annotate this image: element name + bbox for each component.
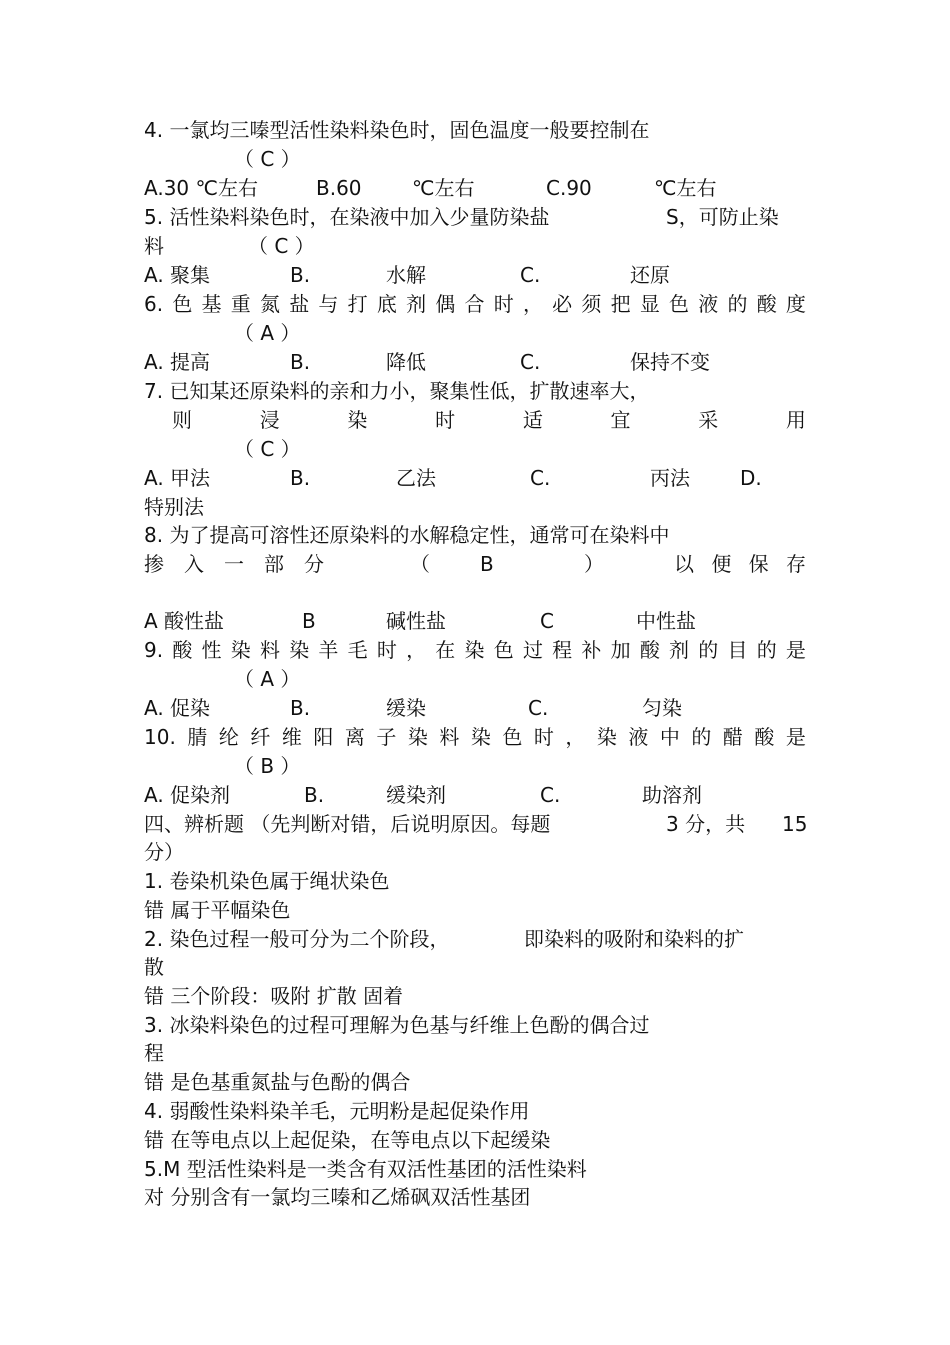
stem-char: 盐 <box>289 292 310 316</box>
stem-char: ， <box>522 292 543 316</box>
stem-char: 酸 <box>756 292 777 316</box>
stem-char: 与 <box>318 292 339 316</box>
q10-answer: （ B ） <box>234 754 301 778</box>
q6-answer: （ A ） <box>234 321 301 345</box>
section-heading: 四、辨析题 （先判断对错，后说明原因。每题 3 分，共 15 <box>144 812 808 836</box>
stem-char: 子 <box>376 725 397 749</box>
q4-option-a: A.30 ℃左右 <box>144 176 258 200</box>
stem-char: 把 <box>610 292 631 316</box>
stem-char: 染 <box>230 638 251 662</box>
stem-char: 必 <box>552 292 573 316</box>
stem-char: 时 <box>376 638 397 662</box>
stem-char: 重 <box>230 292 251 316</box>
stem-char: 的 <box>698 638 719 662</box>
stem-char: 染 <box>470 725 491 749</box>
q9-stem <box>144 636 806 664</box>
stem-char: 掺 <box>144 552 164 576</box>
stem-char: 腈 <box>187 725 208 749</box>
stem-char: 染 <box>347 408 368 432</box>
q8-answer: B <box>480 552 494 576</box>
q7-stem-cont <box>172 406 806 434</box>
stem-char: 是 <box>785 638 806 662</box>
stem-char: 过 <box>522 638 543 662</box>
q5-stem-cont: 料 （ C ） <box>144 234 315 258</box>
stem-char: 料 <box>439 725 460 749</box>
item-2-question-cont: 散 <box>144 955 164 979</box>
stem-char: 部 <box>264 552 284 576</box>
stem-char: 羊 <box>318 638 339 662</box>
stem-char: 离 <box>344 725 365 749</box>
stem-char: 时 <box>533 725 554 749</box>
stem-char: 基 <box>201 292 222 316</box>
stem-char: 偶 <box>435 292 456 316</box>
stem-char: 染 <box>596 725 617 749</box>
stem-char: 宜 <box>610 408 631 432</box>
stem-char: 氮 <box>259 292 280 316</box>
stem-char: 料 <box>259 638 280 662</box>
stem-char: 采 <box>698 408 719 432</box>
stem-char: 加 <box>610 638 631 662</box>
q5-options: A. 聚集 B. 水解 C. 还原 <box>144 263 670 287</box>
item-4-question: 4. 弱酸性染料染羊毛，元明粉是起促染作用 <box>144 1099 530 1123</box>
stem-char: 入 <box>184 552 204 576</box>
item-2-answer: 错 三个阶段：吸附 扩散 固着 <box>144 984 404 1008</box>
stem-char: 保 <box>748 552 769 576</box>
stem-char: 性 <box>201 638 222 662</box>
stem-char: 剂 <box>406 292 427 316</box>
stem-char: 便 <box>711 552 732 576</box>
stem-char: 用 <box>785 408 806 432</box>
stem-char: 毛 <box>347 638 368 662</box>
item-3-answer: 错 是色基重氮盐与色酚的偶合 <box>144 1070 411 1094</box>
q7-options: A. 甲法 B. 乙法 C. 丙法 D. <box>144 466 762 490</box>
stem-char: 醋 <box>722 725 743 749</box>
stem-char: 6. <box>144 292 164 316</box>
q4-option-c-unit: ℃左右 <box>654 176 717 200</box>
section-heading-cont: 分） <box>144 840 184 864</box>
q4-option-b: B.60 <box>316 176 362 200</box>
item-4-answer: 错 在等电点以上起促染，在等电点以下起缓染 <box>144 1128 551 1152</box>
q9-answer: （ A ） <box>234 667 301 691</box>
stem-char: 时 <box>435 408 456 432</box>
q6-options: A. 提高 B. 降低 C. 保持不变 <box>144 350 710 374</box>
stem-char: 酸 <box>172 638 193 662</box>
q8-options: A 酸性盐 B 碱性盐 C 中性盐 <box>144 609 696 633</box>
stem-char: 以 <box>674 552 694 576</box>
stem-char: 色 <box>502 725 523 749</box>
q4-answer: （ C ） <box>234 147 301 171</box>
q10-options: A. 促染剂 B. 缓染剂 C. 助溶剂 <box>144 783 702 807</box>
stem-char: 度 <box>785 292 806 316</box>
stem-char: 9. <box>144 638 164 662</box>
stem-char: 色 <box>669 292 690 316</box>
item-2-question: 2. 染色过程一般可分为二个阶段， 即染料的吸附和染料的扩 <box>144 927 744 951</box>
stem-char: ， <box>406 638 427 662</box>
stem-char: 存 <box>785 552 806 576</box>
stem-char: 在 <box>435 638 456 662</box>
stem-char: 浸 <box>259 408 280 432</box>
q8-stem-cont: 掺 入 一 部 分 （ B ） 以 便 保 存 <box>144 552 806 576</box>
stem-char: 染 <box>407 725 428 749</box>
q4-stem: 4. 一氯均三嗪型活性染料染色时，固色温度一般要控制在 <box>144 118 650 142</box>
stem-char: 程 <box>552 638 573 662</box>
stem-char: 酸 <box>754 725 775 749</box>
q6-stem <box>144 290 806 318</box>
stem-char: 纤 <box>250 725 271 749</box>
q7-option-d-text: 特别法 <box>144 495 204 519</box>
stem-char: ， <box>565 725 586 749</box>
q4-option-c: C.90 <box>546 176 592 200</box>
stem-char: 的 <box>756 638 777 662</box>
q10-stem <box>144 723 806 751</box>
stem-char: 纶 <box>218 725 239 749</box>
stem-char: 中 <box>659 725 680 749</box>
item-5-answer: 对 分别含有一氯均三嗪和乙烯砜双活性基团 <box>144 1185 531 1209</box>
stem-char: 液 <box>628 725 649 749</box>
q7-answer: （ C ） <box>234 437 301 461</box>
stem-char: 则 <box>172 408 192 432</box>
stem-char: 分 <box>304 552 324 576</box>
q5-answer: （ C ） <box>248 234 315 258</box>
stem-char: 的 <box>691 725 712 749</box>
stem-char: 一 <box>224 552 244 576</box>
stem-char: 的 <box>727 292 748 316</box>
stem-char: 底 <box>376 292 397 316</box>
stem-char: 须 <box>581 292 602 316</box>
stem-char: 时 <box>493 292 514 316</box>
q8-stem: 8. 为了提高可溶性还原染料的水解稳定性，通常可在染料中 <box>144 523 670 547</box>
stem-char: 染 <box>464 638 485 662</box>
item-5-question: 5.M 型活性染料是一类含有双活性基团的活性染料 <box>144 1157 587 1181</box>
stem-char: 是 <box>785 725 806 749</box>
stem-char: 酸 <box>639 638 660 662</box>
stem-char: 适 <box>522 408 543 432</box>
item-1-question: 1. 卷染机染色属于绳状染色 <box>144 869 390 893</box>
stem-char: 10. <box>144 725 176 749</box>
q4-options <box>144 174 806 202</box>
q4-option-b-unit: ℃左右 <box>412 176 475 200</box>
stem-char: 补 <box>581 638 602 662</box>
stem-char: 维 <box>281 725 302 749</box>
stem-char: 剂 <box>669 638 690 662</box>
q7-stem: 7. 已知某还原染料的亲和力小，聚集性低，扩散速率大， <box>144 379 650 403</box>
stem-char: 显 <box>639 292 660 316</box>
q9-options: A. 促染 B. 缓染 C. 匀染 <box>144 696 682 720</box>
stem-char: 染 <box>289 638 310 662</box>
stem-char: 阳 <box>313 725 334 749</box>
stem-char: 色 <box>493 638 514 662</box>
item-3-question-cont: 程 <box>144 1041 164 1065</box>
item-1-answer: 错 属于平幅染色 <box>144 898 291 922</box>
stem-char: 合 <box>464 292 485 316</box>
stem-char: 液 <box>698 292 719 316</box>
stem-char: 打 <box>347 292 368 316</box>
stem-char: 目 <box>727 638 748 662</box>
stem-char: 色 <box>172 292 193 316</box>
q5-stem: 5. 活性染料染色时，在染液中加入少量防染盐 S，可防止染 <box>144 205 779 229</box>
item-3-question: 3. 冰染料染色的过程可理解为色基与纤维上色酚的偶合过 <box>144 1013 650 1037</box>
